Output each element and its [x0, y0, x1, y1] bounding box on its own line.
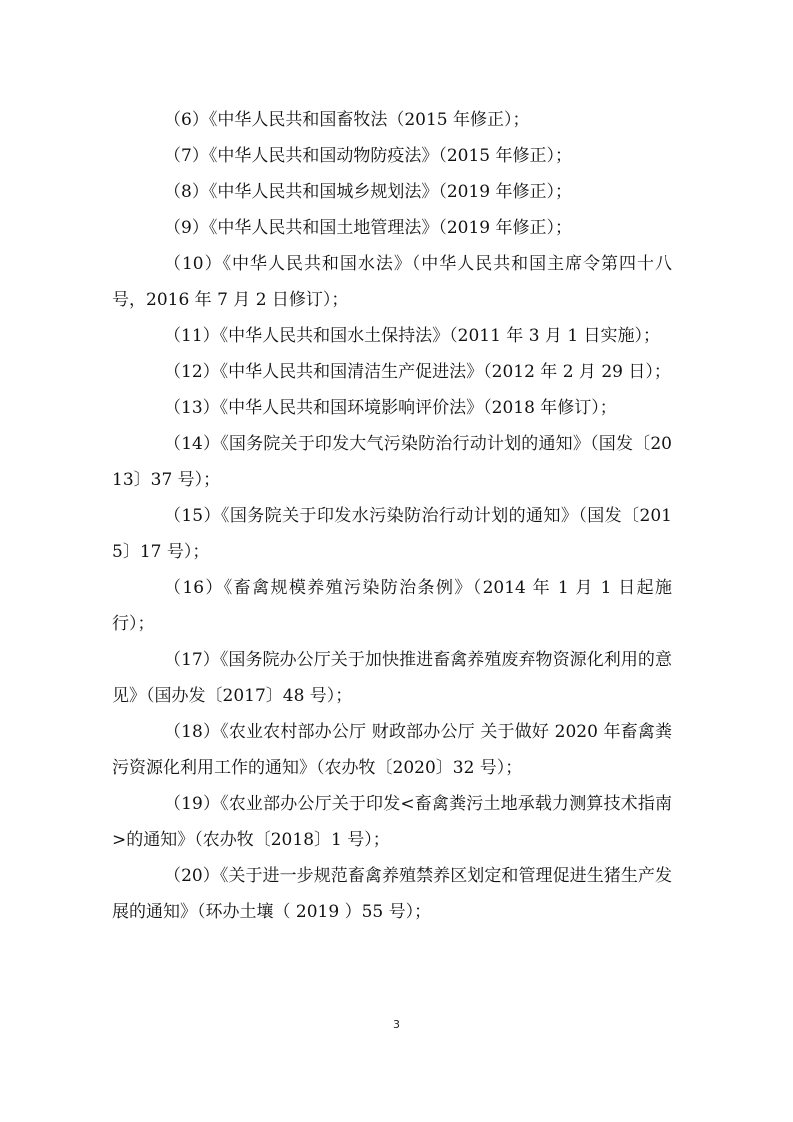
list-item: （7）《中华人民共和国动物防疫法》（2015 年修正）； [164, 146, 572, 166]
list-item: （17）《国务院办公厅关于加快推进畜禽养殖废弃物资源化利用的意见》（国办发〔2017〕48 号）； [112, 650, 672, 706]
list-item: （18）《农业农村部办公厅 财政部办公厅 关于做好 2020 年畜禽粪污资源化利用工作的通知》（农办牧〔2020〕32 号）； [112, 722, 672, 778]
list-item: （15）《国务院关于印发水污染防治行动计划的通知》（国发〔2015〕17 号）； [112, 506, 672, 562]
list-item: （16）《畜禽规模养殖污染防治条例》（2014 年 1 月 1 日起施行）； [112, 578, 672, 634]
list-item: （6）《中华人民共和国畜牧法（2015 年修正）； [164, 110, 530, 130]
list-item: （10）《中华人民共和国水法》（中华人民共和国主席令第四十八号，2016 年 7 月 2 日修订）； [112, 254, 672, 310]
list-item: （11）《中华人民共和国水土保持法》（2011 年 3 月 1 日实施）； [164, 326, 661, 346]
list-item: （13）《中华人民共和国环境影响评价法》（2018 年修订）； [164, 398, 617, 418]
list-item: （19）《农业部办公厅关于印发<畜禽粪污土地承载力测算技术指南>的通知》（农办牧〔2018〕1 号）； [112, 794, 672, 850]
list-item: （20）《关于进一步规范畜禽养殖禁养区划定和管理促进生猪生产发展的通知》（环办土壤（ 2019 ）55 号）； [112, 866, 672, 922]
regulation-list [112, 102, 672, 930]
list-item: （12）《中华人民共和国清洁生产促进法》（2012 年 2 月 29 日）； [164, 362, 671, 382]
list-item: （8）《中华人民共和国城乡规划法》（2019 年修正）； [164, 182, 572, 202]
page-number: 3 [393, 1018, 400, 1031]
list-item: （9）《中华人民共和国土地管理法》（2019 年修正）； [164, 218, 572, 238]
list-item: （14）《国务院关于印发大气污染防治行动计划的通知》（国发〔2013〕37 号）； [112, 434, 672, 490]
